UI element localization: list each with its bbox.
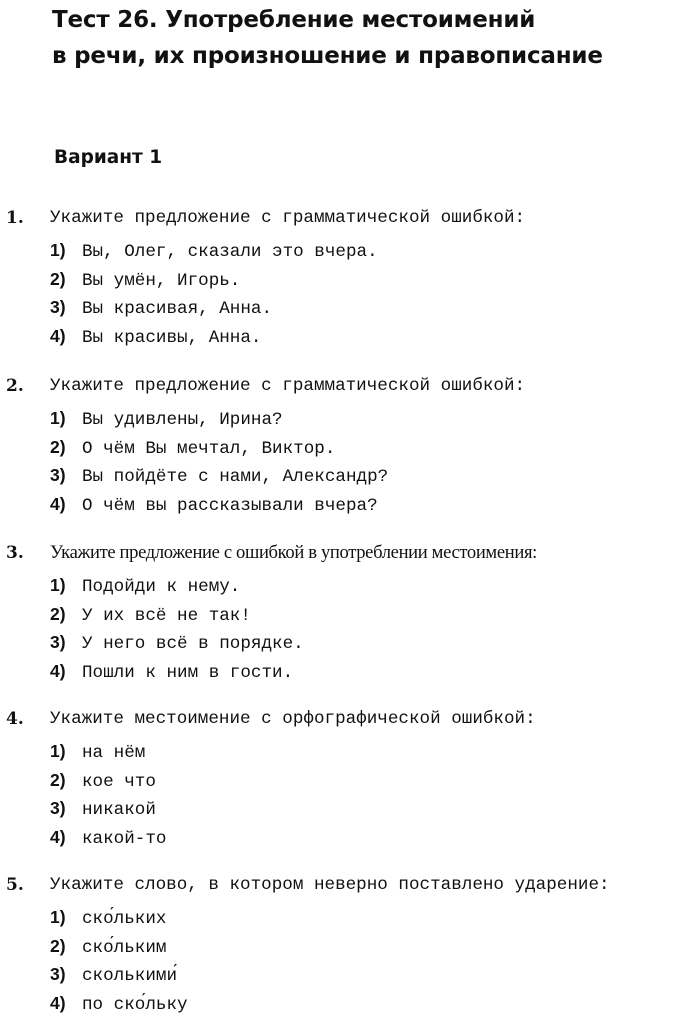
page-title — [52, 2, 667, 74]
option-text: какой-то — [82, 829, 167, 850]
answer-option-3[interactable] — [50, 628, 304, 657]
option-number: 2) — [50, 436, 66, 457]
option-text: У него всё в порядке. — [82, 634, 304, 655]
answer-options — [50, 903, 188, 1018]
option-number: 3) — [50, 964, 66, 985]
option-number: 2) — [50, 603, 66, 624]
answer-option-1[interactable] — [50, 404, 388, 433]
option-number: 4) — [50, 326, 66, 347]
answer-option-4[interactable] — [50, 823, 166, 852]
option-text: Пошли к ним в гости. — [82, 663, 294, 684]
answer-option-1[interactable] — [50, 236, 378, 265]
answer-option-3[interactable] — [50, 960, 188, 989]
question-number: 4. — [6, 709, 24, 729]
option-text: по ско́льку — [82, 995, 188, 1016]
option-number: 1) — [50, 575, 66, 595]
option-number: 1) — [50, 741, 66, 761]
question-text: Укажите предложение с ошибкой в употреблении местоимения: — [50, 542, 537, 563]
question-text: Укажите предложение с грамматической ошибкой: — [50, 376, 526, 396]
answer-option-1[interactable] — [50, 737, 166, 766]
option-text: Вы красивы, Анна. — [82, 328, 262, 349]
option-text: У их всё не так! — [82, 605, 251, 626]
question-text: Укажите слово, в котором неверно поставлено ударение: — [50, 875, 610, 895]
option-number: 3) — [50, 798, 66, 819]
question-number: 5. — [6, 875, 24, 895]
answer-option-3[interactable] — [50, 794, 166, 823]
option-text: Вы удивлены, Ирина? — [82, 410, 283, 430]
option-number: 4) — [50, 993, 66, 1014]
answer-option-4[interactable] — [50, 322, 378, 351]
answer-option-1[interactable] — [50, 903, 188, 932]
option-text: Вы умён, Игорь. — [82, 270, 241, 291]
answer-options — [50, 571, 304, 686]
option-number: 3) — [50, 632, 66, 653]
variant-heading: Вариант 1 — [54, 147, 163, 168]
page-title-line-2: в речи, их произношение и правописание — [52, 43, 603, 69]
option-number: 2) — [50, 268, 66, 289]
option-text: Подойди к нему. — [82, 577, 241, 597]
option-number: 1) — [50, 408, 66, 428]
option-text: на нём — [82, 743, 146, 763]
answer-option-2[interactable] — [50, 766, 166, 795]
question-number: 2. — [6, 376, 24, 396]
option-text: никакой — [82, 800, 156, 821]
answer-option-2[interactable] — [50, 932, 188, 961]
answer-options — [50, 236, 378, 351]
question-number: 1. — [6, 208, 24, 228]
option-text: ско́льким — [82, 937, 167, 958]
answer-option-2[interactable] — [50, 265, 378, 294]
option-number: 4) — [50, 827, 66, 848]
option-text: Вы, Олег, сказали это вчера. — [82, 242, 378, 262]
option-text: О чём вы рассказывали вчера? — [82, 496, 378, 517]
answer-options — [50, 737, 166, 852]
option-number: 3) — [50, 465, 66, 486]
question-text: Укажите местоимение с орфографической ошибкой: — [50, 709, 536, 729]
answer-option-3[interactable] — [50, 293, 378, 322]
answer-options — [50, 404, 388, 519]
option-number: 3) — [50, 297, 66, 318]
option-text: Вы пойдёте с нами, Александр? — [82, 467, 389, 488]
option-number: 4) — [50, 494, 66, 515]
option-text: сколькими́ — [82, 966, 178, 987]
question-number: 3. — [6, 543, 24, 563]
option-number: 2) — [50, 935, 66, 956]
page-title-line-1: Тест 26. Употребление местоимений — [52, 7, 536, 33]
option-number: 1) — [50, 907, 66, 927]
answer-option-4[interactable] — [50, 490, 388, 519]
answer-option-2[interactable] — [50, 433, 388, 462]
option-number: 1) — [50, 240, 66, 260]
option-text: О чём Вы мечтал, Виктор. — [82, 438, 336, 459]
option-text: ско́льких — [82, 909, 167, 929]
answer-option-4[interactable] — [50, 657, 304, 686]
option-text: кое что — [82, 771, 156, 792]
question-text: Укажите предложение с грамматической ошибкой: — [50, 208, 526, 228]
option-text: Вы красивая, Анна. — [82, 299, 273, 320]
answer-option-4[interactable] — [50, 989, 188, 1018]
answer-option-3[interactable] — [50, 461, 388, 490]
option-number: 2) — [50, 769, 66, 790]
answer-option-2[interactable] — [50, 600, 304, 629]
option-number: 4) — [50, 661, 66, 682]
answer-option-1[interactable] — [50, 571, 304, 600]
